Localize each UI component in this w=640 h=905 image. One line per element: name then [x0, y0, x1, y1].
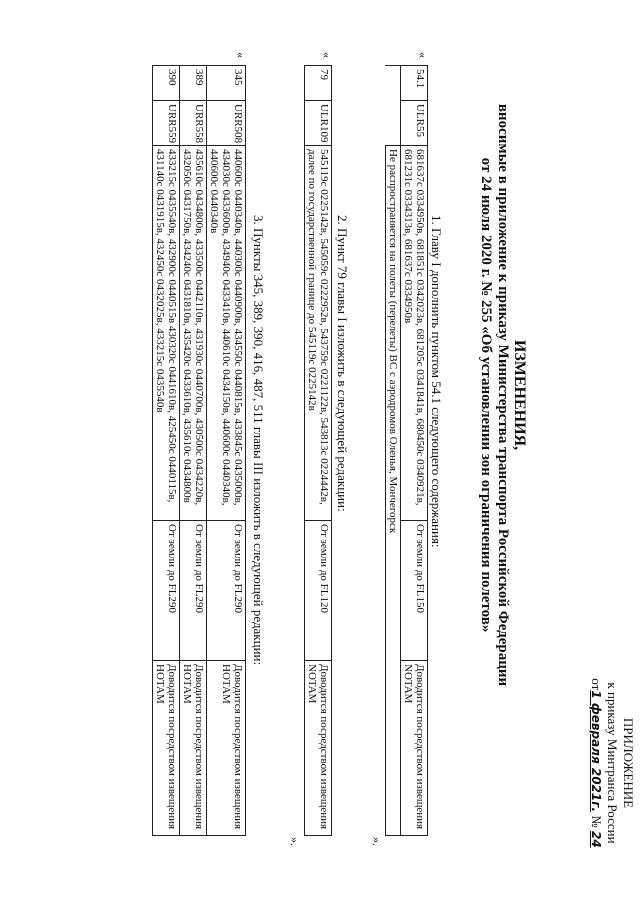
- table-row: [401, 66, 428, 836]
- zone-notice: Доводится посредством извещения НОТАМ: [207, 661, 246, 836]
- zone-altitude: От земли до FL290: [180, 521, 207, 661]
- table-row: [153, 66, 180, 836]
- row-number: 54.1: [401, 66, 428, 101]
- zone-coordinates: 433215с 0435540в, 432900с 0440515в 430320с 0441610в, 425450с 0440115в, 431140с 0431915в, 432450с 0432025в, 433215с 0435540в: [153, 146, 180, 521]
- section-1-close-quote: ».: [370, 837, 384, 846]
- row-number: 345: [207, 66, 246, 101]
- date-prefix: от: [589, 678, 604, 691]
- section-1-table: [385, 65, 428, 836]
- zone-altitude: От земли до FL290: [153, 521, 180, 661]
- zone-notice: Доводится посредством извещения NOTAM: [305, 661, 332, 836]
- zone-coordinates: 440600с 0440340в, 440300с 0440900в, 434550с 0440815в, 433845с 0435000в, 434030с 0433600в, 434940с 0433410в, 440610с 0434150в, 440600с 0440340в, 440600с 0440340в: [207, 146, 246, 521]
- zone-code: ULR109: [305, 101, 332, 146]
- row-number: 79: [305, 66, 332, 101]
- section-3-table: [152, 65, 246, 836]
- zone-code: URR508: [207, 101, 246, 146]
- zone-altitude: От земли до FL290: [207, 521, 246, 661]
- zone-note: Не распространяется на полеты (перелеты) ВС с аэродромов Оленья, Мончегорск: [386, 146, 401, 836]
- zone-code: ULR55: [401, 101, 428, 146]
- row-number: 389: [180, 66, 207, 101]
- section-2-intro: 2. Пункт 79 главы I изложить в следующей редакции:: [335, 215, 350, 512]
- zone-code: URR558: [180, 101, 207, 146]
- appendix-header: [588, 643, 636, 883]
- appendix-heading: ПРИЛОЖЕНИЕ: [621, 717, 636, 809]
- handwritten-number: 24: [589, 830, 603, 848]
- section-2-close-quote: ».: [288, 837, 302, 846]
- title-line-3: от 24 июля 2020 г. № 255 «Об установлении зон ограничения полетов»: [478, 157, 494, 633]
- zone-code: URR559: [153, 101, 180, 146]
- section-1-open-quote: «: [416, 52, 430, 58]
- title-line-1: ИЗМЕНЕНИЯ,: [511, 339, 528, 451]
- table-row: [386, 66, 401, 836]
- document-title: [477, 100, 528, 690]
- zone-coordinates: 545119с 0225142в, 545059с 0222952в, 543759с 0221122в, 543813с 0224442в, далее по государственной границе до 545119с 0225142в: [305, 146, 332, 521]
- row-number: 390: [153, 66, 180, 101]
- zone-notice: Доводится посредством извещения НОТАМ: [180, 661, 207, 836]
- appendix-order-line: к приказу Минтранса России: [605, 682, 620, 844]
- table-row: [305, 66, 332, 836]
- section-2-table: [304, 65, 332, 836]
- table-row: [207, 66, 246, 836]
- title-line-2: вносимые в приложение к приказу Министерства транспорта Российской Федерации: [495, 103, 511, 687]
- section-2-open-quote: «: [320, 52, 334, 58]
- zone-notice: Доводится посредством извещения НОТАМ: [153, 661, 180, 836]
- zone-coordinates: 681637с 0334950в, 681851с 0342023в, 681205с 0341841в, 680450с 0340921в, 681231с 0334313в, 681637с 0334950в: [401, 146, 428, 521]
- handwritten-date: 1 февраля 2021г.: [589, 690, 603, 813]
- section-3-open-quote: «: [234, 52, 248, 58]
- section-3-intro: 3. Пункты 345, 389, 390, 416, 487, 511 главы III изложить в следующей редакции:: [251, 215, 266, 666]
- section-1-intro: 1. Главу I дополнить пунктом 54.1 следующего содержания:: [429, 215, 444, 548]
- table-row: [180, 66, 207, 836]
- zone-altitude: От земли до FL150: [401, 521, 428, 661]
- zone-notice: Доводится посредством извещения NOTAM: [401, 661, 428, 836]
- number-label: №: [589, 815, 604, 828]
- appendix-date-line: [588, 643, 604, 883]
- zone-altitude: От земли до FL120: [305, 521, 332, 661]
- zone-coordinates: 435610с 0434800в, 433500с 0442110в, 431930с 0440700в, 430500с 0434220в, 432050с 0431750в, 434240с 0431810в, 435420с 0433610в, 435610с 0434800в: [180, 146, 207, 521]
